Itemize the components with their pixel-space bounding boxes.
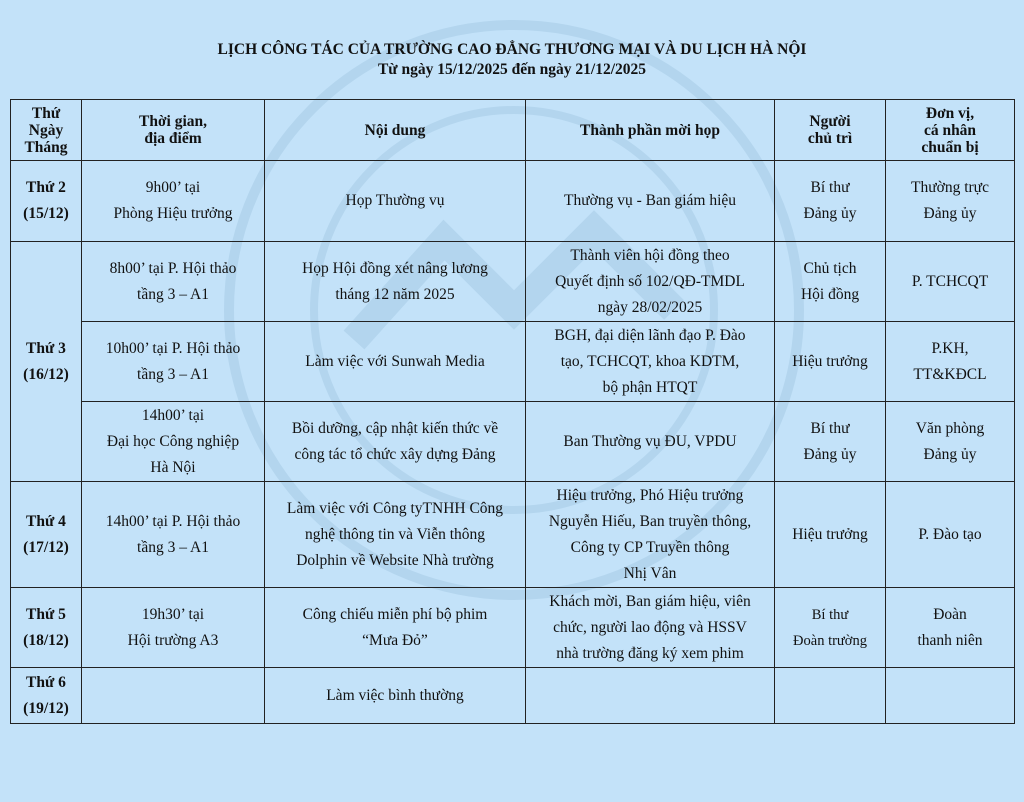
header-row [11,100,1015,161]
chair-cell: Chủ tịch Hội đồng [775,242,886,322]
content-cell: Họp Hội đồng xét nâng lương tháng 12 năm 2025 [265,242,526,322]
content-cell: Bồi dưỡng, cập nhật kiến thức về công tác tổ chức xây dựng Đảng [265,402,526,482]
time-cell: 8h00’ tại P. Hội thảo tầng 3 – A1 [82,242,265,322]
table-row [11,402,1015,482]
prep-cell: P. TCHCQT [886,242,1015,322]
document-subtitle: Từ ngày 15/12/2025 đến ngày 21/12/2025 [377,61,647,78]
prep-cell: Thường trực Đảng ủy [886,161,1015,242]
col-header-prep: Đơn vị, cá nhân chuẩn bị [886,100,1015,161]
content-cell: Làm việc với Sunwah Media [265,322,526,402]
prep-cell: Đoàn thanh niên [886,588,1015,668]
chair-cell: Bí thư Đảng ủy [775,402,886,482]
col-header-day: Thứ Ngày Tháng [11,100,82,161]
prep-cell: P.KH, TT&KĐCL [886,322,1015,402]
day-cell: Thứ 2 (15/12) [11,161,82,242]
attendees-cell: Ban Thường vụ ĐU, VPDU [526,402,775,482]
day-cell: Thứ 3 (16/12) [11,242,82,482]
attendees-cell: Thành viên hội đồng theo Quyết định số 102/QĐ-TMDL ngày 28/02/2025 [526,242,775,322]
chair-cell: Bí thư Đảng ủy [775,161,886,242]
time-cell: 14h00’ tại P. Hội thảo tầng 3 – A1 [82,482,265,588]
chair-cell: Bí thư Đoàn trường [775,588,886,668]
attendees-cell: Khách mời, Ban giám hiệu, viên chức, người lao động và HSSV nhà trường đăng ký xem phim [526,588,775,668]
prep-cell: Văn phòng Đảng ủy [886,402,1015,482]
day-cell: Thứ 5 (18/12) [11,588,82,668]
time-cell: 10h00’ tại P. Hội thảo tầng 3 – A1 [82,322,265,402]
attendees-cell [526,668,775,724]
schedule-table [10,99,1015,724]
col-header-content: Nội dung [265,100,526,161]
content-cell: Làm việc bình thường [265,668,526,724]
time-cell: 14h00’ tại Đại học Công nghiệp Hà Nội [82,402,265,482]
table-row [11,588,1015,668]
prep-cell: P. Đào tạo [886,482,1015,588]
table-row [11,242,1015,322]
time-cell: 9h00’ tại Phòng Hiệu trưởng [82,161,265,242]
table-row [11,161,1015,242]
attendees-cell: Hiệu trưởng, Phó Hiệu trưởng Nguyễn Hiếu, Ban truyền thông, Công ty CP Truyền thông Nhị Vân [526,482,775,588]
time-cell: 19h30’ tại Hội trường A3 [82,588,265,668]
content-cell: Làm việc với Công tyTNHH Công nghệ thông tin và Viễn thông Dolphin về Website Nhà trường [265,482,526,588]
chair-cell: Hiệu trưởng [775,322,886,402]
day-cell: Thứ 6 (19/12) [11,668,82,724]
chair-cell: Hiệu trưởng [775,482,886,588]
col-header-chair: Người chủ trì [775,100,886,161]
day-cell: Thứ 4 (17/12) [11,482,82,588]
col-header-time: Thời gian, địa điểm [82,100,265,161]
prep-cell [886,668,1015,724]
col-header-attendees: Thành phần mời họp [526,100,775,161]
attendees-cell: Thường vụ - Ban giám hiệu [526,161,775,242]
content-cell: Công chiếu miễn phí bộ phim “Mưa Đỏ” [265,588,526,668]
table-row [11,322,1015,402]
table-row [11,668,1015,724]
table-row [11,482,1015,588]
time-cell [82,668,265,724]
chair-cell [775,668,886,724]
attendees-cell: BGH, đại diện lãnh đạo P. Đào tạo, TCHCQT, khoa KDTM, bộ phận HTQT [526,322,775,402]
content-cell: Họp Thường vụ [265,161,526,242]
document-header [0,40,1024,80]
document-title: LỊCH CÔNG TÁC CỦA TRƯỜNG CAO ĐẲNG THƯƠNG MẠI VÀ DU LỊCH HÀ NỘI [217,41,807,58]
